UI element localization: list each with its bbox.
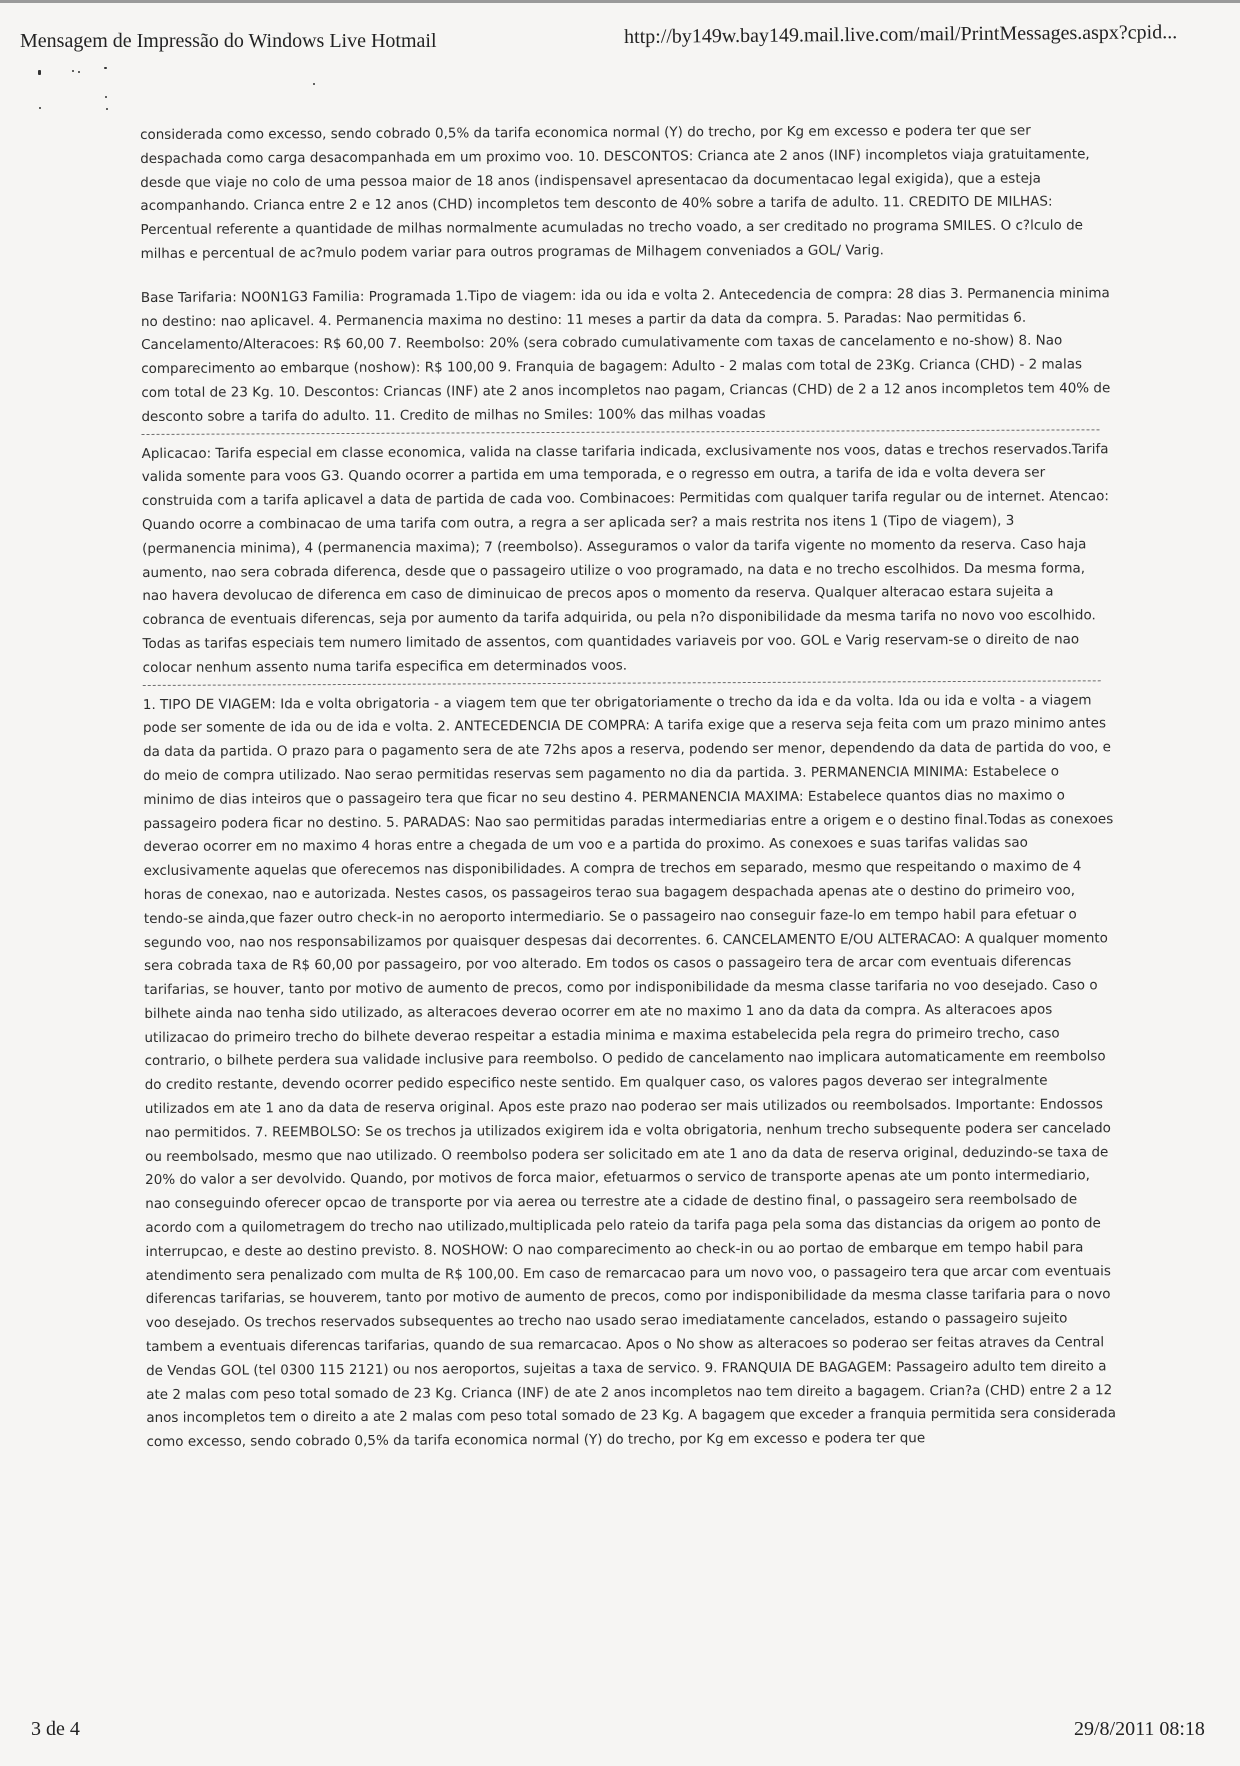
paragraph-baggage-discounts: considerada como excesso, sendo cobrado 0,5% da tarifa economica normal (Y) do trecho, por Kg em excesso e podera ter que ser despachada como carga desacompanhada em um proximo voo. 10. DESCONTOS: Crianca ate 2 anos (INF) incompletos viaja gratuitamente, desde que viaje no colo de uma pessoa maior de 18 anos (indispensavel apresentacao da documentacao legal exigida), que a esteja acompanhando. Crianca entre 2 e 12 anos (CHD) incompletos tem desconto de 40% sobre a tarifa de adulto. 11. CREDITO DE MILHAS: Percentual referente a quantidade de milhas normalmente acumuladas no trecho voado, a ser creditado no programa SMILES. O c?lculo de milhas e percentual de ac?mulo podem variar para outros programas de Milhagem conveniados a GOL/ Varig. bbox=[140, 122, 1090, 262]
scan-edge bbox=[0, 0, 1240, 3]
scan-speck bbox=[104, 67, 107, 69]
scan-speck bbox=[313, 83, 315, 85]
scan-speck bbox=[78, 71, 80, 73]
page-number: 3 de 4 bbox=[31, 1718, 80, 1740]
scan-speck bbox=[106, 108, 108, 110]
dashed-separator bbox=[143, 680, 1101, 686]
print-header-url: http://by149w.bay149.mail.live.com/mail/PrintMessages.aspx?cpid... bbox=[624, 21, 1178, 48]
scan-speck bbox=[72, 70, 74, 72]
paragraph-application: Aplicacao: Tarifa especial em classe economica, valida na classe tarifaria indicada, exclusivamente nos voos, datas e trechos reservados.Tarifa valida somente para voos G3. Quando ocorrer a partida em uma temporada, e o regresso em outra, a tarifa de ida e volta devera ser construida com a tarifa aplicavel a data de partida de cada voo. Combinacoes: Permitidas com qualquer tarifa regular ou de internet. Atencao: Quando ocorre a combinacao de uma tarifa com outra, a regra a ser aplicada ser? a mais restrita nos itens 1 (Tipo de viagem), 3 (permanencia minima), 4 (permanencia maxima); 7 (reembolso). Asseguramos o valor da tarifa vigente no momento da reserva. Caso haja aumento, nao sera cobrada diferenca, desde que o passageiro utilize o voo programado, na data e no trecho escolhidos. Da mesma forma, nao havera devolucao de diferenca em caso de diminuicao de precos apos o momento da reserva. Qualquer alteracao estara sujeita a cobranca de eventuais diferencas, seja por aumento da tarifa adquirida, ou pela n?o disponibilidade da mesma tarifa no novo voo escolhido. Todas as tarifas especiais tem numero limitado de assentos, com quantidades variaveis por voo. GOL e Varig reservam-se o direito de nao colocar nenhum assento numa tarifa especifica em determinados voos. bbox=[141, 440, 1109, 676]
message-body bbox=[140, 119, 1116, 1455]
scan-speck bbox=[105, 96, 107, 98]
scan-speck bbox=[39, 107, 41, 109]
print-datetime: 29/8/2011 08:18 bbox=[1074, 1718, 1205, 1740]
paragraph-fare-rules: 1. TIPO DE VIAGEM: Ida e volta obrigatoria - a viagem tem que ter obrigatoriamente o trecho da ida e da volta. Ida ou ida e volta - a viagem pode ser somente de ida ou de ida e volta. 2. ANTECEDENCIA DE COMPRA: A tarifa exige que a reserva seja feita com um prazo minimo antes da data da partida. O prazo para o pagamento sera de ate 72hs apos a reserva, podendo ser menor, dependendo da data de partida do voo, e do meio de compra utilizado. Nao serao permitidas reservas sem pagamento no dia da partida. 3. PERMANENCIA MINIMA: Estabelece o minimo de dias inteiros que o passageiro tera que ficar no seu destino 4. PERMANENCIA MAXIMA: Estabelece quantos dias no maximo o passageiro podera ficar no destino. 5. PARADAS: Nao sao permitidas paradas intermediarias entre a origem e o destino final.Todas as conexoes deverao ocorrer em no maximo 4 horas entre a chegada de um voo e a partida do proximo. As conexoes e suas tarifas validas sao exclusivamente aquelas que oferecemos nas disponibilidades. A compra de trechos em separado, mesmo que respeitando o maximo de 4 horas de conexao, nao e autorizada. Nestes casos, os passageiros terao sua bagagem despachada apenas ate o destino do primeiro voo, tendo-se ainda,que fazer outro check-in no aeroporto intermediario. Se o passageiro nao conseguir faze-lo em tempo habil para efetuar o segundo voo, nao nos responsabilizamos por quaisquer despesas dai decorrentes. 6. CANCELAMENTO E/OU ALTERACAO: A qualquer momento sera cobrada taxa de R$ 60,00 por passageiro, por voo alterado. Em todos os casos o passageiro tera de arcar com eventuais diferencas tarifarias, se houver, tanto por motivo de aumento de precos, como por indisponibilidade da mesma classe tarifaria no voo desejado. Caso o bilhete ainda nao tenha sido utilizado, as alteracoes deverao ocorrer em ate no maximo 1 ano da data da compra. As alteracoes apos utilizacao do primeiro trecho do bilhete deverao respeitar a estadia minima e maxima estabelecida pela regra do primeiro trecho, caso contrario, o bilhete perdera sua validade inclusive para reembolso. O pedido de cancelamento nao implicara automaticamente em reembolso do credito restante, devendo ocorrer pedido especifico neste sentido. Em qualquer caso, os valores pagos deverao ser integralmente utilizados em ate 1 ano da data de reserva original. Apos este prazo nao poderao ser mais utilizados ou reembolsados. Importante: Endossos nao permitidos. 7. REEMBOLSO: Se os trechos ja utilizados exigirem ida e volta obrigatoria, nenhum trecho subsequente podera ser cancelado ou reembolsado, mesmo que nao utilizado. O reembolso podera ser solicitado em ate 1 ano da data de reserva original, deduzindo-se taxa de 20% do valor a ser devolvido. Quando, por motivos de forca maior, efetuarmos o servico de transporte apenas ate um ponto intermediario, nao conseguindo oferecer opcao de transporte por via aerea ou terrestre ate a cidade de destino final, o passageiro sera reembolsado de acordo com a quilometragem do trecho nao utilizado,multiplicada pelo rateio da tarifa paga pela soma das distancias da origem ao ponto de interrupcao, e deste ao destino previsto. 8. NOSHOW: O nao comparecimento ao check-in ou ao portao de embarque em tempo habil para atendimento sera penalizado com multa de R$ 100,00. Em caso de remarcacao para um novo voo, o passageiro tera que arcar com eventuais diferencas tarifarias, se houverem, tanto por motivo de aumento de precos, como por indisponibilidade da mesma classe tarifaria para o novo voo desejado. Os trechos reservados subsequentes ao trecho nao usado serao imediatamente cancelados, estando o passageiro sujeito tambem a eventuais diferencas tarifarias, quando de sua remarcacao. Apos o No show as alteracoes so poderao ser feitas atraves da Central de Vendas GOL (tel 0300 115 2121) ou nos aeroportos, sujeitas a taxa de servico. 9. FRANQUIA DE BAGAGEM: Passageiro adulto tem direito a ate 2 malas com peso total somado de 23 Kg. Crianca (INF) de ate 2 anos incompletos nao tem direito a bagagem. Crian?a (CHD) entre 2 a 12 anos incompletos tem o direito a ate 2 malas com peso total somado de 23 Kg. A bagagem que exceder a franquia permitida sera considerada como excesso, sendo cobrado 0,5% da tarifa economica normal (Y) do trecho, por Kg em excesso e podera ter que bbox=[142, 691, 1117, 1451]
scan-speck bbox=[38, 70, 41, 75]
paragraph-fare-basis: Base Tarifaria: NO0N1G3 Familia: Programada 1.Tipo de viagem: ida ou ida e volta 2. Antecedencia de compra: 28 dias 3. Permanencia minima no destino: nao aplicavel. 4. Permanencia maxima no destino: 11 meses a partir da data da compra. 5. Paradas: Nao permitidas 6. Cancelamento/Alteracoes: R$ 60,00 7. Reembolso: 20% (sera cobrado cumulativamente com taxas de cancelamento e no-show) 8. Nao comparecimento ao embarque (noshow): R$ 100,00 9. Franquia de bagagem: Adulto - 2 malas com total de 23Kg. Crianca (CHD) - 2 malas com total de 23 Kg. 10. Descontos: Criancas (INF) ate 2 anos incompletos nao pagam, Criancas (CHD) de 2 a 12 anos incompletos tem 40% de desconto sobre a tarifa do adulto. 11. Credito de milhas no Smiles: 100% das milhas voadas bbox=[140, 285, 1111, 425]
dashed-separator bbox=[142, 429, 1100, 435]
print-header-title: Mensagem de Impressão do Windows Live Hotmail bbox=[20, 30, 437, 52]
